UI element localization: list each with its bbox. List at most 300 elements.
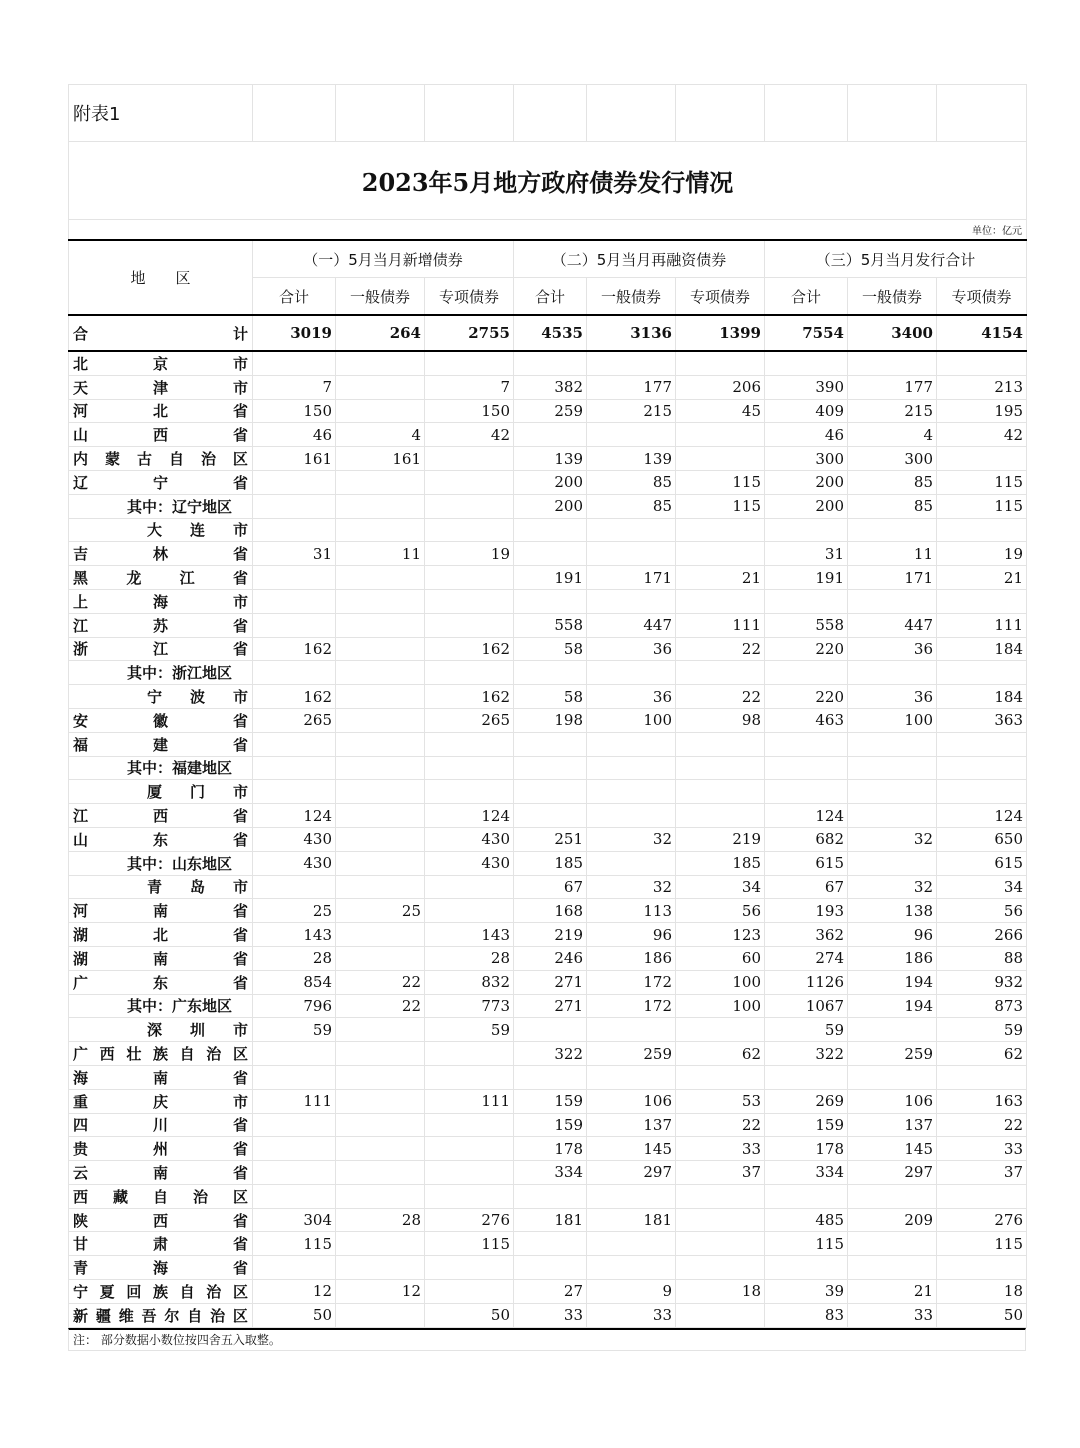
cell-value — [425, 1256, 514, 1280]
cell-value — [425, 899, 514, 923]
cell-value — [336, 804, 425, 828]
cell-value — [336, 1018, 425, 1042]
cell-value: 123 — [676, 923, 765, 947]
cell-value — [425, 1161, 514, 1185]
cell-value — [253, 1256, 336, 1280]
region-name: 上 海 市 — [69, 589, 253, 613]
cell-value: 12 — [253, 1280, 336, 1304]
cell-value — [336, 1303, 425, 1327]
cell-value: 34 — [676, 875, 765, 899]
cell-value: 111 — [425, 1089, 514, 1113]
cell-value — [253, 1065, 336, 1089]
cell-value — [765, 1184, 848, 1208]
cell-value: 178 — [765, 1137, 848, 1161]
cell-value: 390 — [765, 375, 848, 399]
cell-value: 265 — [425, 708, 514, 732]
cell-value: 181 — [587, 1208, 676, 1232]
cell-value: 163 — [937, 1089, 1027, 1113]
cell-value: 1126 — [765, 970, 848, 994]
cell-value: 168 — [514, 899, 587, 923]
cell-value: 115 — [937, 1232, 1027, 1256]
cell-value: 200 — [765, 494, 848, 518]
cell-value — [514, 589, 587, 613]
cell-value: 430 — [425, 827, 514, 851]
cell-value — [848, 1232, 937, 1256]
cell-value — [848, 732, 937, 756]
region-name: 其中：辽宁地区 — [69, 494, 253, 518]
region-name: 甘 肃 省 — [69, 1232, 253, 1256]
column-header: 合计 — [253, 278, 336, 316]
total-label: 合 计 — [69, 315, 253, 351]
cell-value — [587, 1232, 676, 1256]
table-row — [69, 1208, 1027, 1232]
cell-value: 59 — [765, 1018, 848, 1042]
cell-value: 161 — [253, 447, 336, 471]
cell-value — [425, 613, 514, 637]
column-header: 一般债券 — [587, 278, 676, 316]
cell-value: 36 — [587, 637, 676, 661]
cell-value: 22 — [676, 1113, 765, 1137]
cell-value: 873 — [937, 994, 1027, 1018]
cell-value — [937, 780, 1027, 804]
cell-value: 33 — [676, 1137, 765, 1161]
cell-value — [514, 1184, 587, 1208]
table-row — [69, 1042, 1027, 1066]
cell-value — [676, 756, 765, 780]
cell-value: 56 — [676, 899, 765, 923]
cell-value — [425, 1113, 514, 1137]
cell-value: 32 — [848, 827, 937, 851]
cell-value: 1067 — [765, 994, 848, 1018]
cell-value: 53 — [676, 1089, 765, 1113]
cell-value — [765, 732, 848, 756]
cell-value: 100 — [848, 708, 937, 732]
cell-value: 409 — [765, 399, 848, 423]
region-name: 河 南 省 — [69, 899, 253, 923]
cell-value — [336, 613, 425, 637]
cell-value — [336, 589, 425, 613]
cell-value — [848, 804, 937, 828]
table-row — [69, 375, 1027, 399]
cell-value — [848, 1065, 937, 1089]
cell-value: 162 — [425, 637, 514, 661]
cell-value: 650 — [937, 827, 1027, 851]
table-row — [69, 1232, 1027, 1256]
region-name: 吉 林 省 — [69, 542, 253, 566]
cell-value: 19 — [937, 542, 1027, 566]
region-name: 陕 西 省 — [69, 1208, 253, 1232]
cell-value: 194 — [848, 994, 937, 1018]
cell-value — [587, 518, 676, 542]
cell-value: 22 — [937, 1113, 1027, 1137]
cell-value: 39 — [765, 1280, 848, 1304]
cell-value — [425, 1065, 514, 1089]
cell-value — [676, 423, 765, 447]
cell-value: 334 — [514, 1161, 587, 1185]
cell-value: 32 — [848, 875, 937, 899]
cell-value: 200 — [514, 494, 587, 518]
region-name: 海 南 省 — [69, 1065, 253, 1089]
cell-value: 334 — [765, 1161, 848, 1185]
cell-value — [848, 1018, 937, 1042]
cell-value — [587, 589, 676, 613]
region-name: 云 南 省 — [69, 1161, 253, 1185]
cell-value: 45 — [676, 399, 765, 423]
cell-value — [676, 1256, 765, 1280]
cell-value — [676, 1018, 765, 1042]
cell-value — [425, 1280, 514, 1304]
cell-value: 124 — [425, 804, 514, 828]
cell-value — [336, 1137, 425, 1161]
cell-value — [425, 732, 514, 756]
cell-value — [676, 518, 765, 542]
cell-value — [765, 351, 848, 375]
cell-value — [514, 804, 587, 828]
region-name: 大 连 市 — [69, 518, 253, 542]
region-name: 西 藏 自 治 区 — [69, 1184, 253, 1208]
cell-value: 25 — [253, 899, 336, 923]
table-title: 2023年5月地方政府债券发行情况 — [69, 142, 1027, 220]
cell-value — [937, 732, 1027, 756]
cell-value: 33 — [848, 1303, 937, 1327]
cell-value — [514, 732, 587, 756]
cell-value — [848, 780, 937, 804]
cell-value — [336, 375, 425, 399]
region-name: 广 西 壮 族 自 治 区 — [69, 1042, 253, 1066]
cell-value: 184 — [937, 637, 1027, 661]
cell-value — [514, 756, 587, 780]
table-row — [69, 447, 1027, 471]
cell-value: 37 — [937, 1161, 1027, 1185]
cell-value: 215 — [587, 399, 676, 423]
cell-value: 25 — [336, 899, 425, 923]
cell-value: 430 — [253, 827, 336, 851]
cell-value: 177 — [587, 375, 676, 399]
cell-value: 115 — [425, 1232, 514, 1256]
cell-value — [336, 566, 425, 590]
table-row — [69, 994, 1027, 1018]
cell-value — [514, 1018, 587, 1042]
cell-value — [253, 661, 336, 685]
cell-value: 271 — [514, 970, 587, 994]
region-name: 福 建 省 — [69, 732, 253, 756]
region-name: 浙 江 省 — [69, 637, 253, 661]
cell-value: 88 — [937, 946, 1027, 970]
cell-value — [676, 542, 765, 566]
table-row — [69, 1161, 1027, 1185]
cell-value — [676, 804, 765, 828]
cell-value: 4 — [848, 423, 937, 447]
cell-value — [336, 399, 425, 423]
cell-value: 185 — [676, 851, 765, 875]
cell-value — [336, 875, 425, 899]
cell-value — [676, 1303, 765, 1327]
cell-value: 32 — [587, 875, 676, 899]
cell-value: 162 — [253, 637, 336, 661]
cell-value: 115 — [765, 1232, 848, 1256]
cell-value — [336, 780, 425, 804]
cell-value: 150 — [425, 399, 514, 423]
cell-value: 215 — [848, 399, 937, 423]
cell-value: 259 — [848, 1042, 937, 1066]
cell-value: 194 — [848, 970, 937, 994]
cell-value: 162 — [425, 685, 514, 709]
cell-value — [587, 780, 676, 804]
table-row — [69, 804, 1027, 828]
cell-value: 558 — [765, 613, 848, 637]
cell-value: 265 — [253, 708, 336, 732]
cell-value: 184 — [937, 685, 1027, 709]
table-row — [69, 494, 1027, 518]
cell-value — [848, 756, 937, 780]
region-name: 广 东 省 — [69, 970, 253, 994]
cell-value — [425, 1042, 514, 1066]
cell-value: 36 — [848, 637, 937, 661]
cell-value — [336, 923, 425, 947]
table-row — [69, 1065, 1027, 1089]
cell-value — [425, 566, 514, 590]
table-row — [69, 1113, 1027, 1137]
cell-value: 832 — [425, 970, 514, 994]
cell-value: 113 — [587, 899, 676, 923]
region-header: 地 区 — [69, 240, 253, 315]
cell-value: 276 — [937, 1208, 1027, 1232]
total-value: 2755 — [425, 315, 514, 351]
cell-value: 219 — [676, 827, 765, 851]
cell-value: 143 — [253, 923, 336, 947]
table-row — [69, 589, 1027, 613]
region-name: 厦 门 市 — [69, 780, 253, 804]
cell-value — [676, 589, 765, 613]
region-name: 山 西 省 — [69, 423, 253, 447]
table-row — [69, 875, 1027, 899]
region-name: 深 圳 市 — [69, 1018, 253, 1042]
cell-value — [587, 1018, 676, 1042]
column-header: 专项债券 — [425, 278, 514, 316]
cell-value: 22 — [336, 994, 425, 1018]
cell-value — [676, 732, 765, 756]
cell-value — [253, 756, 336, 780]
cell-value: 31 — [765, 542, 848, 566]
table-row — [69, 708, 1027, 732]
cell-value — [514, 780, 587, 804]
cell-value: 150 — [253, 399, 336, 423]
cell-value — [676, 780, 765, 804]
cell-value — [253, 875, 336, 899]
cell-value — [765, 518, 848, 542]
table-row — [69, 1184, 1027, 1208]
cell-value: 200 — [765, 470, 848, 494]
cell-value: 115 — [676, 494, 765, 518]
cell-value — [587, 661, 676, 685]
cell-value: 96 — [587, 923, 676, 947]
cell-value — [336, 470, 425, 494]
cell-value: 932 — [937, 970, 1027, 994]
cell-value: 139 — [587, 447, 676, 471]
cell-value: 172 — [587, 994, 676, 1018]
cell-value — [587, 542, 676, 566]
cell-value: 18 — [676, 1280, 765, 1304]
cell-value: 98 — [676, 708, 765, 732]
cell-value: 186 — [848, 946, 937, 970]
cell-value: 322 — [765, 1042, 848, 1066]
table-row — [69, 661, 1027, 685]
cell-value — [848, 589, 937, 613]
region-name: 其中：广东地区 — [69, 994, 253, 1018]
cell-value — [425, 589, 514, 613]
cell-value: 485 — [765, 1208, 848, 1232]
unit-label: 单位：亿元 — [69, 220, 1027, 241]
total-value: 1399 — [676, 315, 765, 351]
cell-value: 137 — [587, 1113, 676, 1137]
group-header-refinance: （二）5月当月再融资债券 — [514, 240, 765, 278]
cell-value: 362 — [765, 923, 848, 947]
spreadsheet — [68, 84, 1026, 1351]
cell-value — [514, 661, 587, 685]
region-name: 四 川 省 — [69, 1113, 253, 1137]
cell-value — [336, 827, 425, 851]
column-header: 专项债券 — [937, 278, 1027, 316]
table-row — [69, 851, 1027, 875]
region-name: 其中：浙江地区 — [69, 661, 253, 685]
cell-value: 62 — [676, 1042, 765, 1066]
cell-value: 276 — [425, 1208, 514, 1232]
cell-value: 22 — [676, 685, 765, 709]
region-name: 内 蒙 古 自 治 区 — [69, 447, 253, 471]
table-row — [69, 1280, 1027, 1304]
region-name: 天 津 市 — [69, 375, 253, 399]
cell-value: 447 — [587, 613, 676, 637]
cell-value — [676, 351, 765, 375]
cell-value: 58 — [514, 685, 587, 709]
cell-value — [253, 1161, 336, 1185]
cell-value — [587, 351, 676, 375]
cell-value: 181 — [514, 1208, 587, 1232]
cell-value: 171 — [587, 566, 676, 590]
cell-value — [676, 1065, 765, 1089]
table-row — [69, 756, 1027, 780]
cell-value: 115 — [676, 470, 765, 494]
cell-value — [514, 1065, 587, 1089]
cell-value: 106 — [848, 1089, 937, 1113]
cell-value: 96 — [848, 923, 937, 947]
cell-value — [676, 447, 765, 471]
cell-value: 22 — [676, 637, 765, 661]
cell-value — [765, 780, 848, 804]
cell-value: 85 — [587, 470, 676, 494]
cell-value — [336, 494, 425, 518]
cell-value — [937, 756, 1027, 780]
cell-value — [514, 518, 587, 542]
table-row — [69, 1137, 1027, 1161]
cell-value: 796 — [253, 994, 336, 1018]
column-header: 合计 — [765, 278, 848, 316]
cell-value — [765, 756, 848, 780]
cell-value: 251 — [514, 827, 587, 851]
cell-value — [336, 946, 425, 970]
cell-value — [336, 1113, 425, 1137]
cell-value — [937, 1065, 1027, 1089]
cell-value: 21 — [848, 1280, 937, 1304]
cell-value: 186 — [587, 946, 676, 970]
footnote: 注： 部分数据小数位按四舍五入取整。 — [68, 1328, 1026, 1351]
column-header: 一般债券 — [336, 278, 425, 316]
cell-value — [336, 1089, 425, 1113]
column-header: 专项债券 — [676, 278, 765, 316]
region-name: 山 东 省 — [69, 827, 253, 851]
cell-value — [514, 542, 587, 566]
table-row — [69, 1303, 1027, 1327]
cell-value: 124 — [937, 804, 1027, 828]
table-row — [69, 1256, 1027, 1280]
total-value: 3019 — [253, 315, 336, 351]
cell-value: 11 — [848, 542, 937, 566]
cell-value — [676, 1184, 765, 1208]
cell-value: 32 — [587, 827, 676, 851]
cell-value: 463 — [765, 708, 848, 732]
column-header: 一般债券 — [848, 278, 937, 316]
cell-value: 85 — [848, 494, 937, 518]
cell-value: 300 — [848, 447, 937, 471]
cell-value: 300 — [765, 447, 848, 471]
region-name: 青 海 省 — [69, 1256, 253, 1280]
cell-value: 162 — [253, 685, 336, 709]
cell-value — [425, 661, 514, 685]
cell-value — [587, 732, 676, 756]
table-row — [69, 780, 1027, 804]
cell-value: 246 — [514, 946, 587, 970]
region-name: 贵 州 省 — [69, 1137, 253, 1161]
cell-value: 124 — [253, 804, 336, 828]
cell-value — [336, 518, 425, 542]
cell-value — [848, 1184, 937, 1208]
cell-value: 382 — [514, 375, 587, 399]
table-row — [69, 423, 1027, 447]
cell-value — [253, 470, 336, 494]
cell-value: 259 — [587, 1042, 676, 1066]
cell-value — [587, 851, 676, 875]
cell-value — [336, 1042, 425, 1066]
region-name: 辽 宁 省 — [69, 470, 253, 494]
cell-value — [336, 1232, 425, 1256]
cell-value: 124 — [765, 804, 848, 828]
cell-value: 198 — [514, 708, 587, 732]
cell-value: 67 — [514, 875, 587, 899]
cell-value: 145 — [848, 1137, 937, 1161]
cell-value: 266 — [937, 923, 1027, 947]
cell-value — [765, 1065, 848, 1089]
table-row — [69, 827, 1027, 851]
cell-value — [336, 637, 425, 661]
cell-value: 209 — [848, 1208, 937, 1232]
cell-value — [336, 1184, 425, 1208]
cell-value: 58 — [514, 637, 587, 661]
cell-value: 193 — [765, 899, 848, 923]
cell-value: 297 — [587, 1161, 676, 1185]
cell-value: 36 — [848, 685, 937, 709]
cell-value: 22 — [336, 970, 425, 994]
bond-issuance-table — [68, 84, 1027, 1328]
cell-value: 430 — [253, 851, 336, 875]
cell-value: 11 — [336, 542, 425, 566]
cell-value — [587, 423, 676, 447]
cell-value: 615 — [765, 851, 848, 875]
cell-value — [765, 1256, 848, 1280]
region-name: 河 北 省 — [69, 399, 253, 423]
table-row — [69, 970, 1027, 994]
cell-value: 18 — [937, 1280, 1027, 1304]
cell-value — [425, 470, 514, 494]
